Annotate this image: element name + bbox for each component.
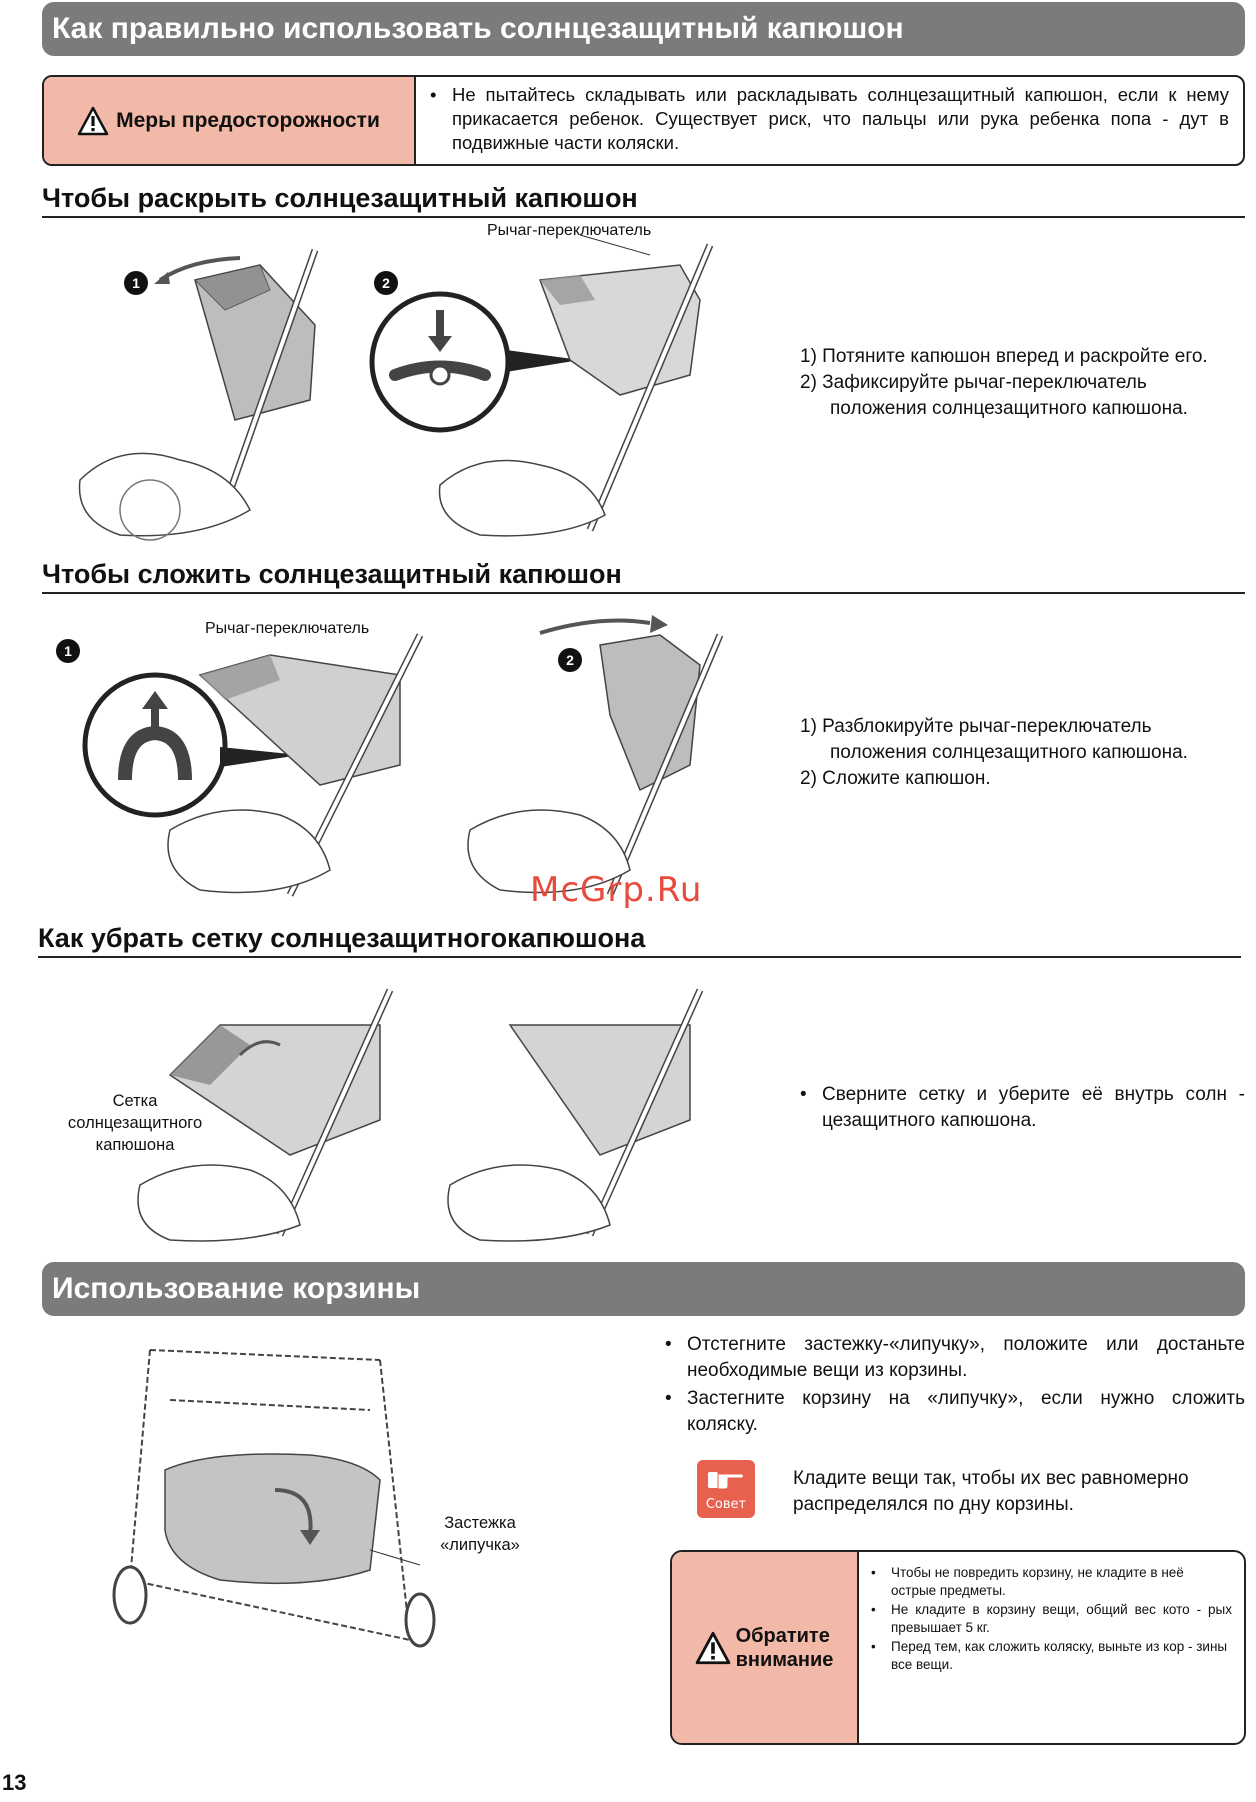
attention-label [736, 1624, 834, 1672]
section-header-basket [42, 1262, 1245, 1316]
list-item [665, 1386, 1245, 1438]
list-item-text: Чтобы не повредить корзину, не кладите в неё острые предметы. [891, 1565, 1184, 1598]
watermark: McGrp.Ru [530, 870, 703, 910]
list-item-text: Сверните сетку и уберите её внутрь солн - цезащитного капюшона. [822, 1084, 1245, 1131]
step-text: 2) Сложите капюшон. [800, 768, 991, 789]
caution-text-cell [416, 77, 1243, 164]
bullet: • [871, 1602, 876, 1617]
pointing-hand-icon [706, 1466, 746, 1492]
bullet: • [430, 84, 437, 105]
step-text: 1) Потяните капюшон вперед и раскройте его. [800, 346, 1208, 367]
step-text: 2) Зафиксируйте рычаг-переключатель [800, 372, 1147, 393]
lever-label: Рычаг-переключатель [205, 620, 370, 637]
list-item [871, 1564, 1232, 1600]
open-steps [800, 344, 1208, 422]
attention-label-line: Обратите [735, 1624, 830, 1647]
section-header-hood [42, 2, 1245, 56]
bullet: • [800, 1084, 807, 1105]
subheading-mesh [38, 920, 1241, 958]
list-item-text: Застегните корзину на «липучку», если нужно сложить коляску. [687, 1388, 1245, 1435]
mesh-label-line: Сетка [112, 1092, 158, 1110]
mesh-label [60, 1090, 210, 1156]
warning-icon [78, 107, 108, 135]
step-marker: 1 [64, 643, 72, 659]
bullet: • [665, 1388, 672, 1409]
step-marker: 2 [566, 652, 574, 668]
mesh-instructions [800, 1082, 1245, 1136]
subheading-fold [42, 556, 1245, 594]
tip-badge [697, 1460, 755, 1518]
subheading-open [42, 180, 1245, 218]
mesh-label-line: капюшона [95, 1136, 175, 1154]
open-hood-illustration [60, 250, 760, 550]
attention-label-line: внимание [735, 1648, 834, 1671]
bullet: • [871, 1639, 876, 1654]
subheading-text: Чтобы сложить солнцезащитный капюшон [42, 559, 622, 589]
velcro-label [420, 1512, 540, 1556]
attention-box [670, 1550, 1246, 1745]
list-item-text: Не кладите в корзину вещи, общий вес кото - рых превышает 5 кг. [891, 1602, 1232, 1635]
list-item [871, 1638, 1232, 1674]
attention-list [859, 1552, 1244, 1743]
step-text: 1) Разблокируйте рычаг-переключатель [800, 716, 1152, 737]
list-item [665, 1332, 1245, 1384]
step-text: положения солнцезащитного капюшона. [830, 398, 1188, 419]
subheading-text: Как убрать сетку солнцезащитногокапюшона [38, 923, 646, 953]
bullet: • [665, 1334, 672, 1355]
caution-label: Меры предосторожности [116, 108, 380, 132]
tip-text: Кладите вещи так, чтобы их вес равномерно распределялся по дну корзины. [793, 1468, 1189, 1515]
mesh-label-line: солнцезащитного [67, 1114, 203, 1132]
fold-steps [800, 714, 1188, 792]
list-item [800, 1082, 1245, 1134]
bullet: • [871, 1565, 876, 1580]
basket-instructions [665, 1332, 1245, 1440]
caution-label-cell [44, 77, 416, 164]
tip-label: Совет [705, 1497, 747, 1512]
step-text: положения солнцезащитного капюшона. [830, 742, 1188, 763]
page-number: 13 [2, 1770, 27, 1795]
step-marker: 1 [132, 275, 140, 291]
attention-label-cell [672, 1552, 859, 1743]
subheading-text: Чтобы раскрыть солнцезащитный капюшон [42, 183, 638, 213]
caution-text: Не пытайтесь складывать или раскладывать солнцезащитный капюшон, если к нему прикасается ребенок. Существует риск, что пальцы или рука ребенка попа - дут в подвижные части коляски. [452, 84, 1229, 153]
caution-box [42, 75, 1245, 166]
list-item-text: Перед тем, как сложить коляску, выньте из кор - зины все вещи. [891, 1639, 1228, 1672]
velcro-label-line: Застежка [444, 1514, 516, 1532]
velcro-label-line: «липучка» [440, 1536, 520, 1554]
basket-illustration [110, 1340, 470, 1660]
step-marker: 2 [382, 275, 390, 291]
list-item [871, 1601, 1232, 1637]
warning-icon [696, 1632, 730, 1664]
section-title: Использование корзины [52, 1272, 421, 1305]
list-item-text: Отстегните застежку-«липучку», положите или достаньте необходимые вещи из корзины. [687, 1334, 1245, 1381]
lever-label: Рычаг-переключатель [487, 222, 652, 239]
mesh-illustration [130, 985, 750, 1245]
fold-hood-illustration [40, 615, 740, 905]
section-title: Как правильно использовать солнцезащитный капюшон [52, 12, 904, 45]
